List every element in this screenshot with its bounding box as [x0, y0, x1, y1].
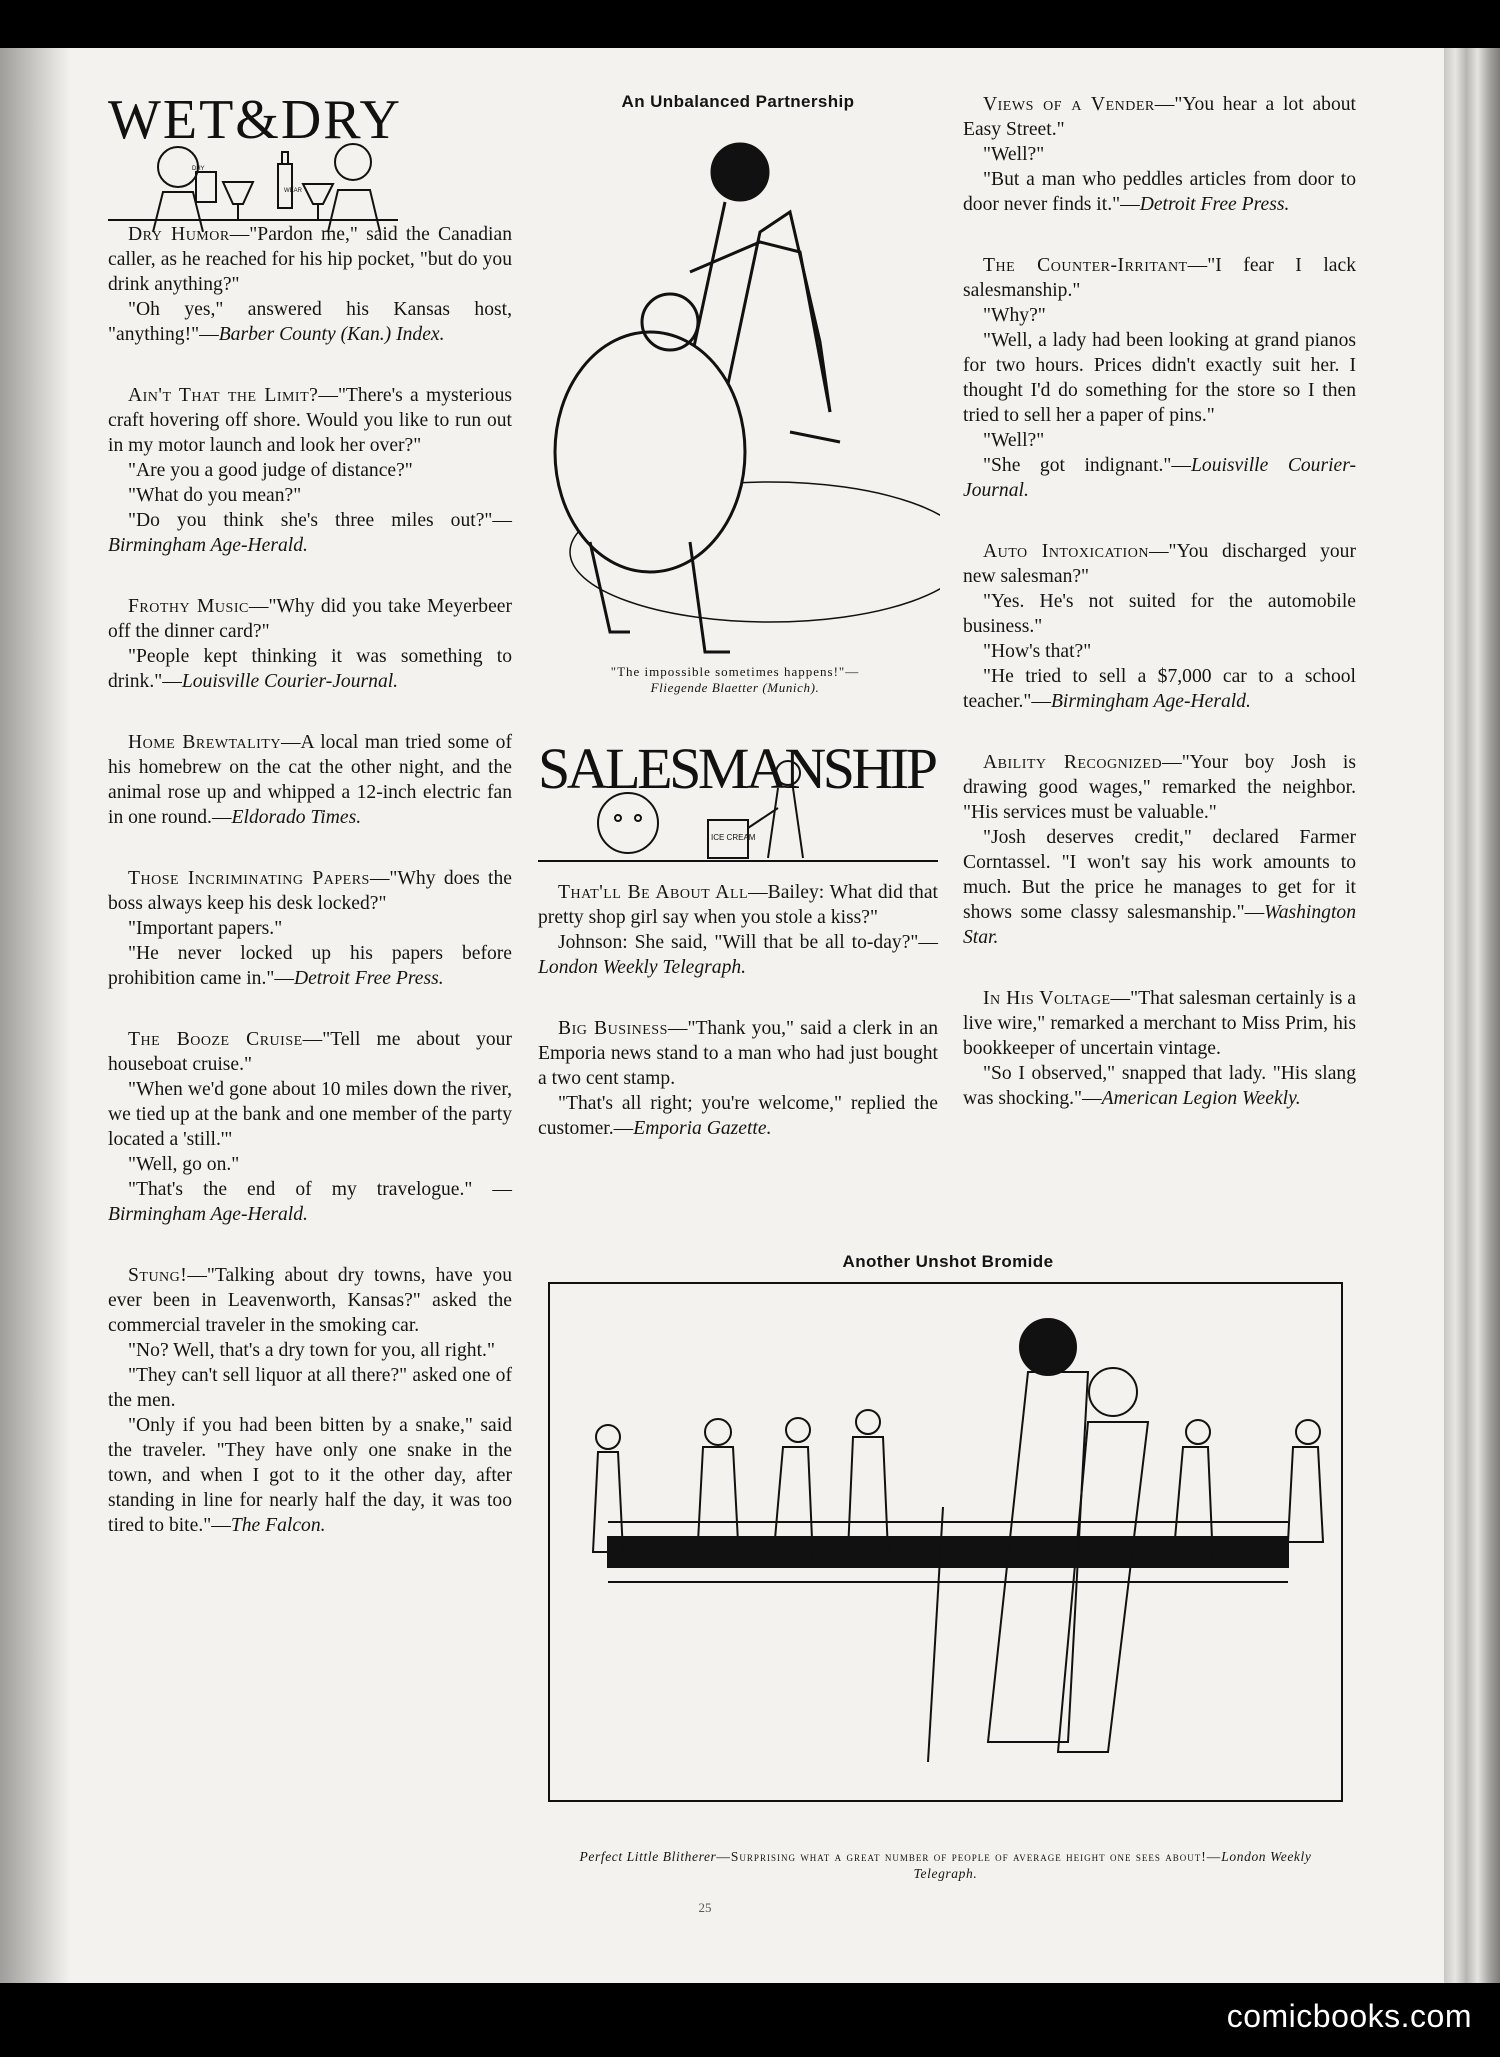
joke-source: Louisville Courier-Journal.: [181, 671, 399, 692]
joke-heading: The Booze Cruise: [128, 1029, 303, 1050]
illustration-caption: [530, 664, 940, 696]
joke-line: "People kept thinking it was something to drink."—: [108, 646, 512, 692]
bromide-title: Another Unshot Bromide: [842, 1252, 1054, 1271]
joke-line: "Well?": [983, 430, 1045, 451]
page-number: 25: [698, 1900, 712, 1915]
joke-source: Detroit Free Press.: [293, 968, 444, 989]
joke-item: [108, 730, 512, 830]
joke-line: "That's the end of my travelogue." —: [128, 1179, 512, 1200]
joke-line: Johnson: She said, "Will that be all to-day?"—: [558, 932, 938, 953]
joke-item: [538, 880, 938, 980]
joke-source: Birmingham Age-Herald.: [108, 1204, 308, 1225]
wet-dry-banner: [108, 92, 518, 232]
unbalanced-partnership-illustration: [530, 112, 940, 667]
joke-line: —A local man tried some of his homebrew on the cat the other night, and the animal rose up and whipped a 12-inch electric fan in one round.—: [108, 732, 512, 828]
joke-line: "Well, a lady had been looking at grand pianos for two hours. Prices didn't exactly suit her. I thought I'd do something for the store so I then tried to sell her a paper of pins.": [963, 330, 1356, 426]
joke-line: "When we'd gone about 10 miles down the river, we tied up at the bank and one member of the party located a 'still.'": [108, 1079, 512, 1150]
joke-item: [963, 92, 1356, 217]
joke-line: "How's that?": [983, 641, 1092, 662]
joke-line: "They can't sell liquor at all there?" asked one of the men.: [108, 1365, 512, 1411]
watermark: comicbooks.com: [1226, 1998, 1472, 2034]
joke-line: "Josh deserves credit," declared Farmer Corntassel. "I won't say his work amounts to much. But the price he manages to get for it shows some classy salesmanship."—: [963, 827, 1356, 923]
joke-line: —"Your boy Josh is drawing good wages," remarked the neighbor. "His services must be valuable.": [963, 752, 1356, 823]
joke-line: "What do you mean?": [128, 485, 302, 506]
joke-source: American Legion Weekly.: [1101, 1088, 1301, 1109]
joke-line: —"Tell me about your houseboat cruise.": [108, 1029, 513, 1075]
bromide-caption-source: London Weekly Telegraph.: [913, 1849, 1312, 1881]
joke-line: "So I observed," snapped that lady. "His slang was shocking."—: [963, 1063, 1356, 1109]
joke-source: Emporia Gazette.: [633, 1118, 772, 1139]
joke-line: "Do you think she's three miles out?"—: [128, 510, 512, 531]
wear-bottle-label: WEAR: [284, 188, 302, 194]
joke-line: —"Talking about dry towns, have you ever been in Leavenworth, Kansas?" asked the commercial traveler in the smoking car.: [108, 1265, 512, 1336]
page-edge-stack: [1444, 48, 1500, 1983]
joke-line: "Are you a good judge of distance?": [128, 460, 413, 481]
joke-line: —"That salesman certainly is a live wire," remarked a merchant to Miss Prim, his bookkeeper of uncertain vintage.: [963, 988, 1356, 1059]
joke-line: "But a man who peddles articles from door to door never finds it."—: [963, 169, 1356, 215]
joke-line: —"You discharged your new salesman?": [963, 541, 1357, 587]
joke-line: "He never locked up his papers before prohibition came in."—: [108, 943, 512, 989]
joke-line: "Only if you had been bitten by a snake," said the traveler. "They have only one snake in the town, and when I got to it the other day, after standing in line for nearly half the day, it was too tired to bite."—: [108, 1415, 512, 1536]
joke-line: "That's all right; you're welcome," replied the customer.—: [538, 1093, 938, 1139]
joke-heading: In His Voltage: [983, 988, 1111, 1009]
spine-shadow: [0, 48, 70, 1983]
joke-line: "No? Well, that's a dry town for you, all right.": [128, 1340, 495, 1361]
salesmanship-title: SALESMANSHIP: [538, 736, 938, 801]
joke-heading: Home Brewtality: [128, 732, 281, 753]
joke-item: [108, 594, 512, 694]
bromide-caption-head: Perfect Little Blitherer: [579, 1849, 717, 1864]
joke-item: [108, 383, 512, 558]
joke-source: Eldorado Times.: [231, 807, 362, 828]
left-column: [108, 222, 512, 1574]
joke-line: —"Thank you," said a clerk in an Emporia news stand to a man who had just bought a two cent stamp.: [538, 1018, 938, 1089]
joke-line: "Yes. He's not suited for the automobile business.": [963, 591, 1356, 637]
joke-item: [108, 866, 512, 991]
joke-item: [108, 1027, 512, 1227]
right-column: [963, 92, 1356, 1147]
middle-column: [538, 880, 938, 1177]
joke-line: "Oh yes," answered his Kansas host, "anything!"—: [108, 299, 512, 345]
joke-heading: Dry Humor: [128, 224, 230, 245]
joke-line: "She got indignant."—: [983, 455, 1191, 476]
joke-line: "Why?": [983, 305, 1046, 326]
salesmanship-banner: [538, 728, 938, 868]
joke-heading: Stung!: [128, 1265, 188, 1286]
joke-heading: Those Incriminating Papers: [128, 868, 370, 889]
joke-source: Louisville Courier-Journal.: [963, 455, 1356, 501]
joke-source: London Weekly Telegraph.: [538, 957, 747, 978]
joke-source: The Falcon.: [230, 1515, 326, 1536]
joke-heading: Frothy Music: [128, 596, 249, 617]
bromide-illustration: [548, 1282, 1343, 1802]
joke-line: —"There's a mysterious craft hovering off shore. Would you like to run out in my motor launch and look her over?": [108, 385, 512, 456]
joke-heading: The Counter-Irritant: [983, 255, 1188, 276]
joke-item: [963, 539, 1356, 714]
joke-heading: Big Business: [558, 1018, 668, 1039]
joke-item: [108, 222, 512, 347]
caption-source: Fliegende Blaetter (Munich).: [650, 680, 820, 695]
joke-item: [538, 1016, 938, 1141]
joke-item: [963, 253, 1356, 503]
joke-source: Detroit Free Press.: [1139, 194, 1290, 215]
art-title-unbalanced: An Unbalanced Partnership: [621, 92, 855, 111]
joke-heading: That'll Be About All: [558, 882, 749, 903]
joke-line: —"Pardon me," said the Canadian caller, as he reached for his hip pocket, "but do you drink anything?": [108, 224, 512, 295]
joke-item: [963, 750, 1356, 950]
joke-item: [963, 986, 1356, 1111]
joke-source: Washington Star.: [963, 902, 1356, 948]
joke-line: —"I fear I lack salesmanship.": [963, 255, 1356, 301]
joke-source: Barber County (Kan.) Index.: [218, 324, 445, 345]
joke-line: —"Why does the boss always keep his desk locked?": [108, 868, 512, 914]
joke-heading: Auto Intoxication: [983, 541, 1149, 562]
joke-source: Birmingham Age-Herald.: [108, 535, 308, 556]
ice-cream-label: ICE CREAM: [711, 833, 756, 842]
joke-line: —"You hear a lot about Easy Street.": [963, 94, 1356, 140]
wet-dry-title: WET&DRY: [108, 92, 402, 151]
joke-source: Birmingham Age-Herald.: [1050, 691, 1251, 712]
joke-line: "He tried to sell a $7,000 car to a school teacher."—: [963, 666, 1356, 712]
joke-heading: Views of a Vender: [983, 94, 1155, 115]
joke-heading: Ability Recognized: [983, 752, 1163, 773]
wet-dry-figures: [108, 144, 398, 232]
joke-line: "Well?": [983, 144, 1045, 165]
joke-heading: Ain't That the Limit?: [128, 385, 319, 406]
joke-line: —"Why did you take Meyerbeer off the dinner card?": [108, 596, 513, 642]
bromide-caption-body: —Surprising what a great number of people of average height one sees about!—: [716, 1849, 1222, 1864]
joke-line: —Bailey: What did that pretty shop girl say when you stole a kiss?": [538, 882, 938, 928]
joke-item: [108, 1263, 512, 1538]
joke-line: "Well, go on.": [128, 1154, 240, 1175]
joke-line: "Important papers.": [128, 918, 283, 939]
caption-text: "The impossible sometimes happens!"—: [610, 664, 860, 679]
dry-sign-label: DRY: [192, 166, 205, 172]
bromide-caption: [548, 1848, 1343, 1882]
